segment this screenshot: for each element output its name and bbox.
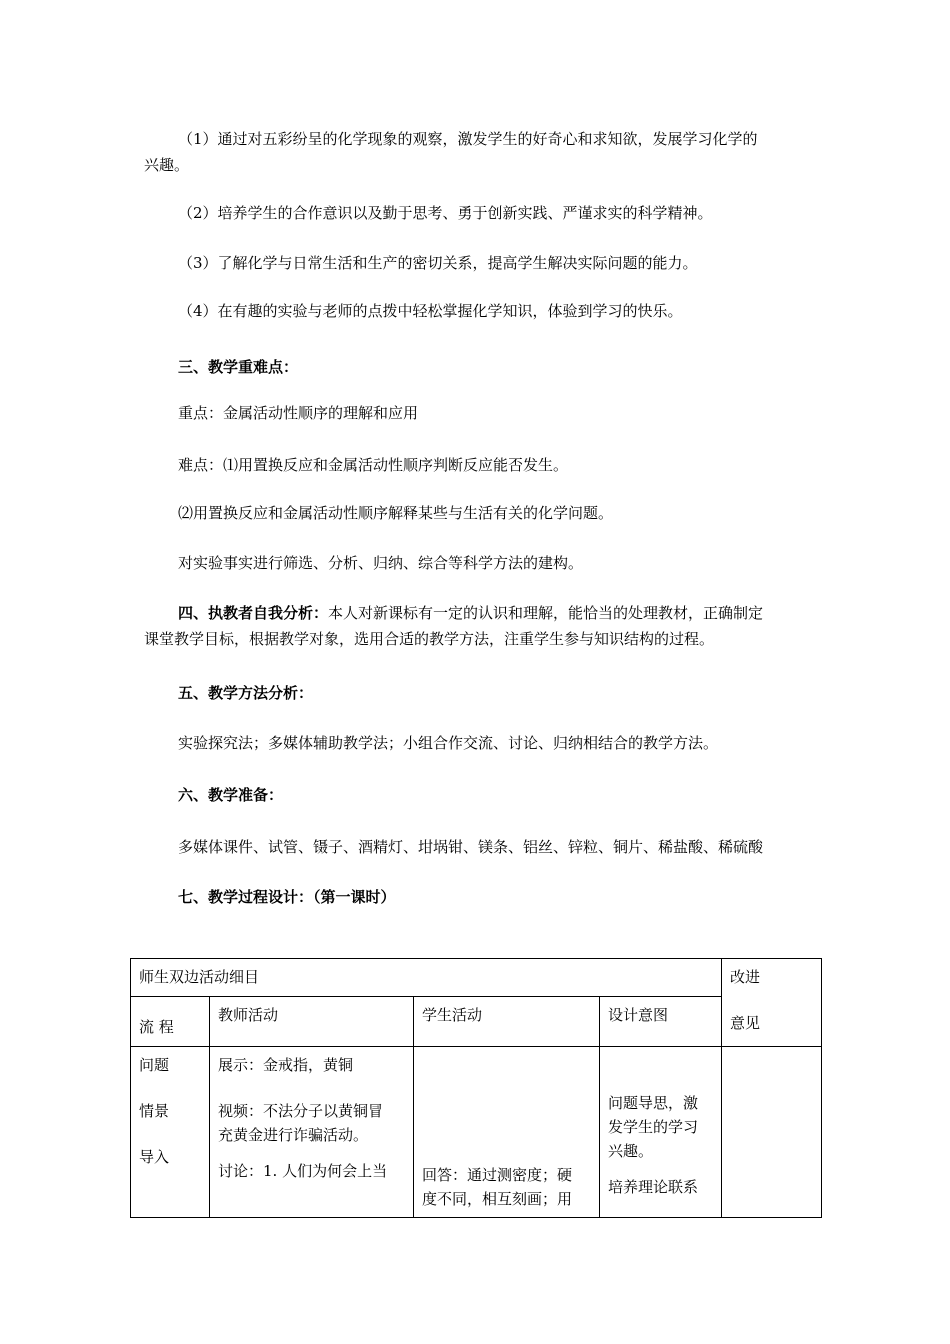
col-teacher: 教师活动 xyxy=(210,997,414,1047)
row1-design-2: 发学生的学习 xyxy=(608,1118,699,1136)
section3-key-point: 重点：金属活动性顺序的理解和应用 xyxy=(178,404,419,422)
row1-flow xyxy=(131,1047,210,1218)
objective-1-line2: 兴趣。 xyxy=(144,156,190,174)
table-row xyxy=(131,1047,822,1218)
section4-heading: 四、执教者自我分析： xyxy=(178,604,329,622)
section3-difficulty-1: 难点：⑴用置换反应和金属活动性顺序判断反应能否发生。 xyxy=(178,456,569,474)
row1-teacher-1: 展示：金戒指，黄铜 xyxy=(218,1056,354,1074)
row1-design xyxy=(600,1047,722,1218)
section3-difficulty-2: ⑵用置换反应和金属活动性顺序解释某些与生活有关的化学问题。 xyxy=(178,504,614,522)
section3-heading: 三、教学重难点： xyxy=(178,358,299,376)
section7-heading: 七、教学过程设计：（第一课时） xyxy=(178,888,396,906)
row1-student-1: 回答：通过测密度；硬 xyxy=(422,1166,573,1184)
row1-student-2: 度不同，相互刻画；用 xyxy=(422,1190,573,1208)
header-improve-line2: 意见 xyxy=(730,1014,761,1032)
section4-line1 xyxy=(178,600,763,626)
col-flow: 流 程 xyxy=(131,997,210,1047)
col-student: 学生活动 xyxy=(414,997,600,1047)
row1-design-3: 兴趣。 xyxy=(608,1142,654,1160)
header-improve xyxy=(722,959,822,1047)
row1-design-4: 培养理论联系 xyxy=(608,1178,699,1196)
objective-4: （4）在有趣的实验与老师的点拨中轻松掌握化学知识，体验到学习的快乐。 xyxy=(178,302,683,320)
row1-flow-1: 问题 xyxy=(139,1056,170,1074)
section5-text: 实验探究法；多媒体辅助教学法；小组合作交流、讨论、归纳相结合的教学方法。 xyxy=(178,734,719,752)
section6-text: 多媒体课件、试管、镊子、酒精灯、坩埚钳、镁条、铝丝、锌粒、铜片、稀盐酸、稀硫酸 xyxy=(178,838,764,856)
row1-improve xyxy=(722,1047,822,1218)
table-header-row xyxy=(131,959,822,997)
col-design: 设计意图 xyxy=(600,997,722,1047)
table-column-row xyxy=(131,997,822,1047)
section6-heading: 六、教学准备： xyxy=(178,786,284,804)
section5-heading: 五、教学方法分析： xyxy=(178,684,314,702)
row1-flow-2: 情景 xyxy=(139,1102,170,1120)
objective-2: （2）培养学生的合作意识以及勤于思考、勇于创新实践、严谨求实的科学精神。 xyxy=(178,204,713,222)
row1-teacher-2: 视频：不法分子以黄铜冒 xyxy=(218,1102,384,1120)
section4-text-line2: 课堂教学目标，根据教学对象，选用合适的教学方法，注重学生参与知识结构的过程。 xyxy=(144,630,715,648)
row1-flow-3: 导入 xyxy=(139,1148,170,1166)
row1-design-1: 问题导思，激 xyxy=(608,1094,699,1112)
header-improve-line1: 改进 xyxy=(730,968,761,986)
row1-teacher-4: 讨论：1. 人们为何会上当 xyxy=(218,1162,388,1180)
row1-teacher-3: 充黄金进行诈骗活动。 xyxy=(218,1126,369,1144)
header-main: 师生双边活动细目 xyxy=(131,959,722,997)
section3-difficulty-3: 对实验事实进行筛选、分析、归纳、综合等科学方法的建构。 xyxy=(178,554,584,572)
row1-student xyxy=(414,1047,600,1218)
row1-teacher xyxy=(210,1047,414,1218)
objective-3: （3）了解化学与日常生活和生产的密切关系，提高学生解决实际问题的能力。 xyxy=(178,254,698,272)
process-table xyxy=(130,958,822,1218)
section4-text-line1: 本人对新课标有一定的认识和理解，能恰当的处理教材，正确制定 xyxy=(328,604,764,622)
objective-1-line1: （1）通过对五彩纷呈的化学现象的观察，激发学生的好奇心和求知欲，发展学习化学的 xyxy=(178,130,758,148)
